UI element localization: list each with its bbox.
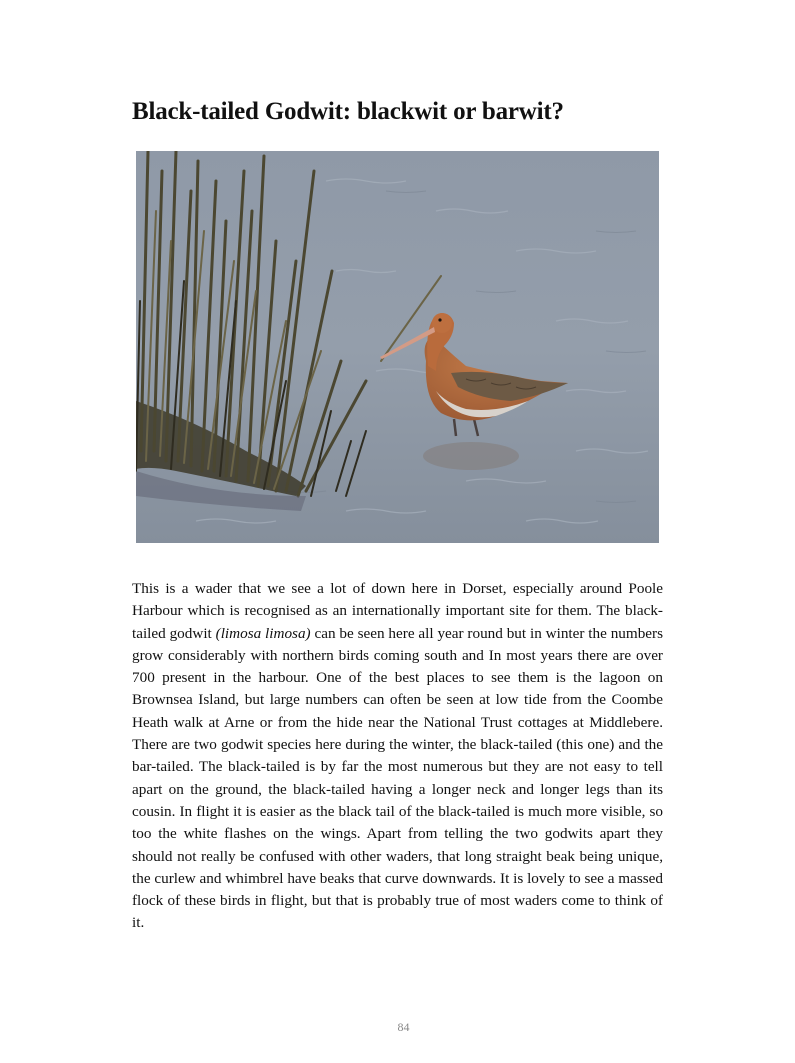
page-number: 84 bbox=[397, 1020, 410, 1034]
latin-name: (limosa limosa) bbox=[215, 624, 311, 642]
body-text-part-2: can be seen here all year round but in winter the numbers grow considerably with northern birds coming south and In most years there are over 700 present in the harbour. One of the best places to see them is the lagoon on Brownsea Island, but large numbers can often be seen at low tide from the Coombe Heath walk at Arne or from the hide near the National Trust cottages at Middlebere. There are two godwit species here during the winter, the black-tailed (this one) and the bar-tailed. The black-tailed is by far the most numerous but they are not easy to tell apart on the ground, the black-tailed having a longer neck and longer legs than its cousin. In flight it is easier as the black tail of the black-tailed is much more visible, so too the white flashes on the wings. Apart from telling the two godwits apart they should not really be confused with other waders, that long straight beak being unique, the curlew and whimbrel have beaks that curve downwards. It is lovely to see a massed flock of these birds in flight, but that is probably true of most waders come to think of it. bbox=[132, 624, 664, 932]
page-title: Black-tailed Godwit: blackwit or barwit? bbox=[132, 98, 564, 125]
godwit-photo bbox=[136, 151, 659, 543]
article-body bbox=[132, 578, 663, 935]
body-text-part-1: This is a wader that we see a lot of down here in Dorset, especially around Poole Harbour which is recognised as an internationally important site for them. The black-tailed godwit bbox=[132, 580, 663, 642]
